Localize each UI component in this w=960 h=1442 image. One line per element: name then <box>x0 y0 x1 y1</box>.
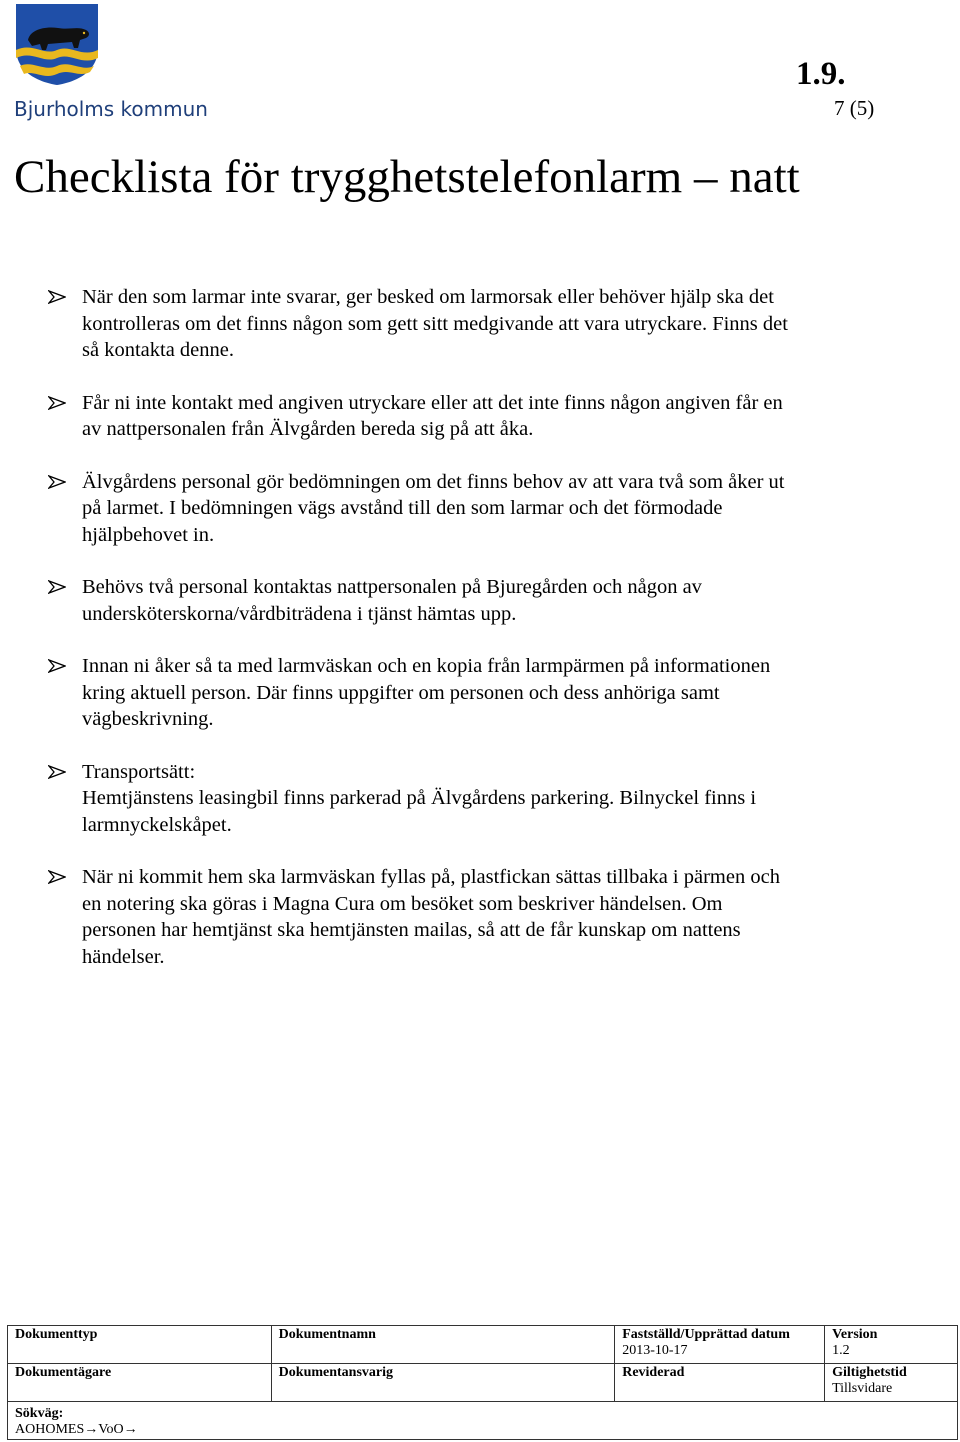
path-cell <box>8 1402 958 1440</box>
item-line: larmnyckelskåpet. <box>82 813 232 836</box>
item-line: kontrolleras om det finns någon som gett sitt medgivande att vara utryckare. Finns det <box>82 312 788 335</box>
item-line: kring aktuell person. Där finns uppgifter om personen och dess anhöriga samt <box>82 681 720 704</box>
arrow-bullet-icon <box>48 659 66 673</box>
document-info-table <box>7 1325 958 1440</box>
arrow-bullet-icon <box>48 396 66 410</box>
item-line: Älvgårdens personal gör bedömningen om det finns behov av att vara två som åker ut <box>82 470 785 493</box>
version-label: Version <box>832 1327 878 1342</box>
revised-cell <box>615 1364 825 1402</box>
arrow-bullet-icon <box>48 290 66 304</box>
revised-label: Reviderad <box>622 1365 685 1380</box>
doc-type-label: Dokumenttyp <box>15 1327 98 1342</box>
owner-label: Dokumentägare <box>15 1365 112 1380</box>
arrow-bullet-icon <box>48 475 66 489</box>
item-line: undersköterskorna/vårdbiträdena i tjänst hämtas upp. <box>82 602 517 625</box>
arrow-bullet-icon <box>48 870 66 884</box>
item-line: Hemtjänstens leasingbil finns parkerad på Älvgårdens parkering. Bilnyckel finns i <box>82 787 757 809</box>
item-line: så kontakta denne. <box>82 339 234 361</box>
validity-label: Giltighetstid <box>832 1365 907 1380</box>
checklist-item <box>0 759 900 839</box>
doc-name-label: Dokumentnamn <box>278 1327 376 1342</box>
page-title: Checklista för trygghetstelefonlarm – natt <box>14 151 800 203</box>
arrow-bullet-icon <box>48 580 66 594</box>
arrow-bullet-icon <box>48 765 66 779</box>
date-value: 2013-10-17 <box>622 1343 688 1358</box>
doc-name-cell <box>271 1326 615 1364</box>
owner-cell <box>8 1364 272 1402</box>
checklist-item <box>0 469 900 549</box>
version-value: 1.2 <box>832 1343 850 1358</box>
version-cell <box>825 1326 958 1364</box>
coat-of-arms-logo <box>14 2 100 86</box>
checklist-item <box>0 864 900 970</box>
item-line: Behövs två personal kontaktas nattpersonalen på Bjuregården och någon av <box>82 576 702 598</box>
org-name: Bjurholms kommun <box>14 97 208 121</box>
item-line: en notering ska göras i Magna Cura om besöket som beskriver händelsen. Om <box>82 892 723 915</box>
responsible-cell <box>271 1364 615 1402</box>
doc-type-cell <box>8 1326 272 1364</box>
validity-cell <box>825 1364 958 1402</box>
path-value: AOHOMES→VoO→ <box>15 1422 138 1437</box>
validity-value: Tillsvidare <box>832 1381 893 1396</box>
item-line: Transportsätt: <box>82 760 196 783</box>
item-line: Får ni inte kontakt med angiven utryckare eller att det inte finns någon angiven får en <box>82 391 783 414</box>
checklist-item <box>0 390 900 443</box>
path-label: Sökväg: <box>15 1406 64 1421</box>
checklist <box>0 284 900 996</box>
item-line: hjälpbehovet in. <box>82 523 215 546</box>
item-line: vägbeskrivning. <box>82 708 214 730</box>
item-line: Innan ni åker så ta med larmväskan och en kopia från larmpärmen på informationen <box>82 655 771 677</box>
date-cell <box>615 1326 825 1364</box>
section-number: 1.9. <box>796 56 846 92</box>
item-line: När ni kommit hem ska larmväskan fyllas på, plastfickan sättas tillbaka i pärmen och <box>82 866 780 888</box>
item-line: händelser. <box>82 945 165 968</box>
date-label: Fastställd/Upprättad datum <box>622 1327 790 1342</box>
checklist-item <box>0 284 900 364</box>
checklist-item <box>0 653 900 733</box>
responsible-label: Dokumentansvarig <box>278 1365 394 1380</box>
item-line: på larmet. I bedömningen vägs avstånd till den som larmar och det förmodade <box>82 497 723 519</box>
checklist-item <box>0 574 900 627</box>
page-number: 7 (5) <box>834 96 875 120</box>
item-line: av nattpersonalen från Älvgården bereda sig på att åka. <box>82 418 534 440</box>
item-line: När den som larmar inte svarar, ger besked om larmorsak eller behöver hjälp ska det <box>82 286 774 308</box>
item-line: personen har hemtjänst ska hemtjänsten mailas, så att de får kunskap om nattens <box>82 919 741 941</box>
